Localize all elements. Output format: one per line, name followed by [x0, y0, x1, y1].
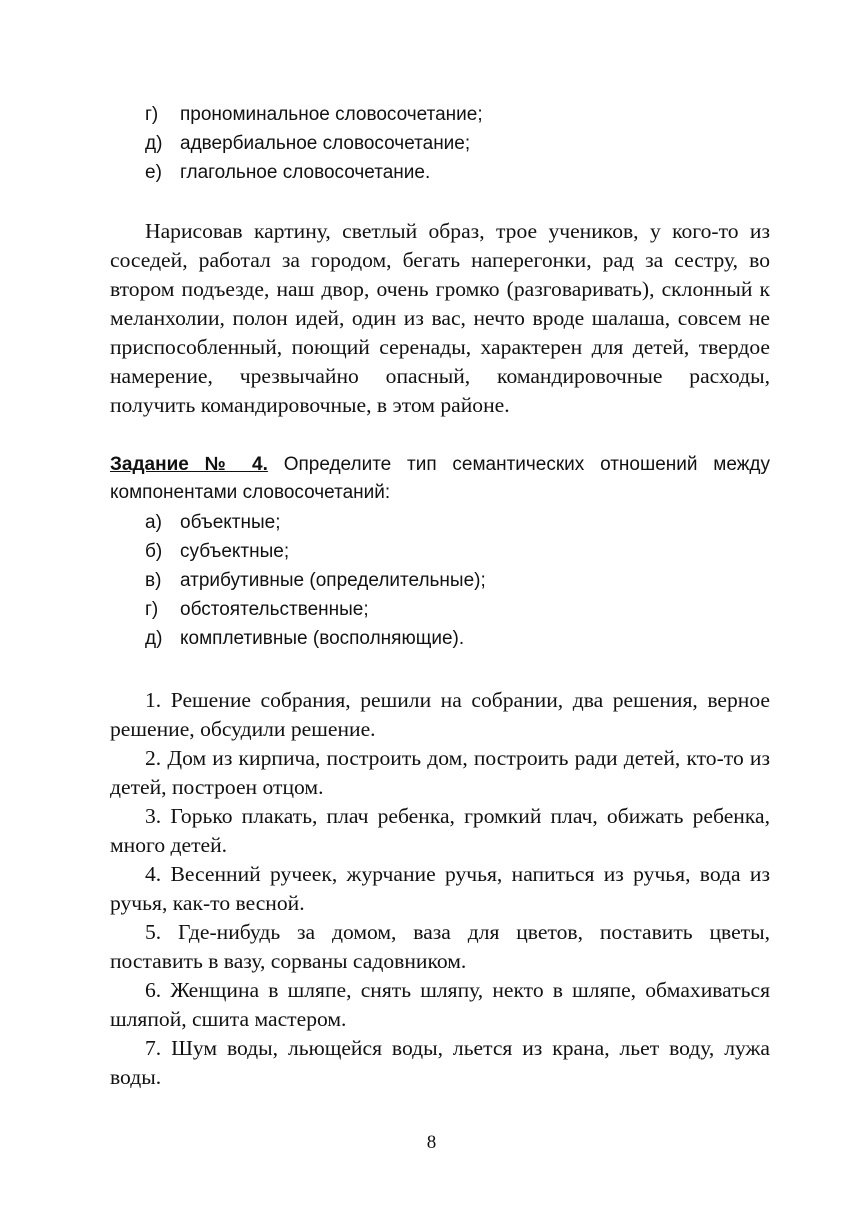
option-text: обстоятельственные; [180, 599, 369, 620]
option-label: в) [145, 570, 162, 591]
option-list-top [110, 100, 770, 187]
task-4 [110, 451, 770, 653]
option-item [110, 158, 770, 187]
exercise-item: 7. Шум воды, льющейся воды, льется из крана, льет воду, лужа воды. [110, 1036, 770, 1089]
exercise-item: 3. Горько плакать, плач ребенка, громкий плач, обижать ребенка, много детей. [110, 804, 770, 857]
option-label: е) [145, 162, 162, 183]
option-label: д) [145, 628, 163, 649]
option-text: прономинальное словосочетание; [180, 104, 483, 125]
task-title: Задание № 4. [110, 454, 268, 475]
option-text: атрибутивные (определительные); [180, 570, 486, 591]
option-label: г) [145, 104, 159, 125]
task-prompt: Определите тип семантических отношений между компонентами словосочетаний: [110, 454, 771, 503]
option-item [110, 508, 770, 537]
exercise-item: 6. Женщина в шляпе, снять шляпу, некто в шляпе, обмахиваться шляпой, сшита мастером. [110, 978, 770, 1031]
option-item [110, 595, 770, 624]
page-content [110, 100, 770, 1092]
option-text: адвербиальное словосочетание; [180, 133, 471, 154]
option-item [110, 537, 770, 566]
option-label: д) [145, 133, 163, 154]
exercise-item: 1. Решение собрания, решили на собрании, два решения, верное решение, обсудили решение. [110, 688, 770, 741]
option-item [110, 566, 770, 595]
exercise-item: 2. Дом из кирпича, построить дом, построить ради детей, кто-то из детей, построен отцом. [110, 746, 770, 799]
option-text: объектные; [180, 512, 281, 533]
option-text: субъектные; [180, 541, 290, 562]
option-item [110, 129, 770, 158]
option-item [110, 100, 770, 129]
exercise-list [110, 686, 770, 1092]
exercise-item: 5. Где-нибудь за домом, ваза для цветов, поставить цветы, поставить в вазу, сорваны садовником. [110, 920, 770, 973]
option-item [110, 624, 770, 653]
option-text: комплетивные (восполняющие). [180, 628, 465, 649]
page-number: 8 [426, 1132, 437, 1153]
option-text: глагольное словосочетание. [180, 162, 431, 183]
exercise-item: 4. Весенний ручеек, журчание ручья, напиться из ручья, вода из ручья, как-то весной. [110, 862, 770, 915]
option-list-task4 [110, 508, 770, 653]
examples-paragraph: Нарисовав картину, светлый образ, трое учеников, у кого-то из соседей, работал за городом, бегать наперегонки, рад за сестру, во втором подъезде, наш двор, очень громко (разговаривать), склонный к меланхолии, полон идей, один из вас, нечто вроде шалаша, совсем не приспособленный, поющий серенады, характерен для детей, твердое намерение, чрезвычайно опасный, командировочные расходы, получить командировочные, в этом районе. [110, 219, 770, 417]
option-label: г) [145, 599, 159, 620]
option-label: б) [145, 541, 163, 562]
option-label: а) [145, 512, 162, 533]
task-heading [110, 451, 770, 507]
